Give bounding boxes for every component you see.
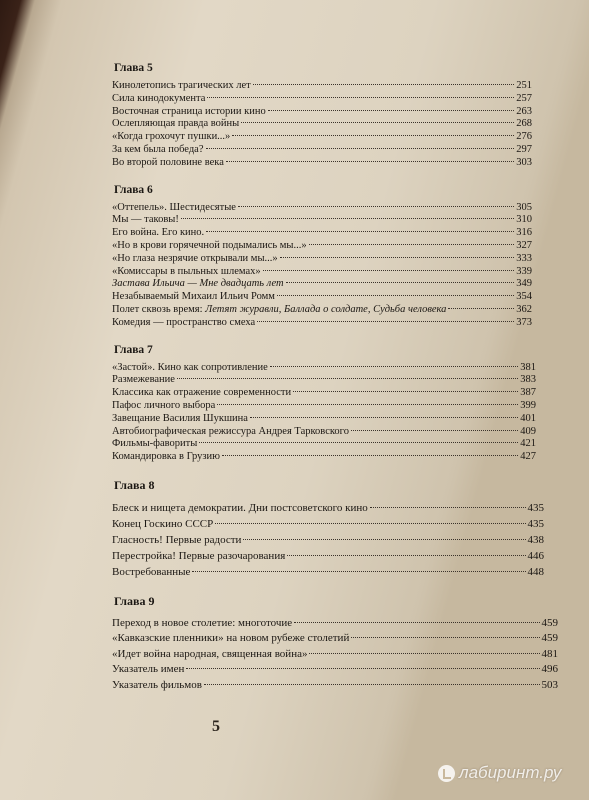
entry-title xyxy=(112,118,239,131)
dot-leader xyxy=(287,555,525,556)
entry-page: 448 xyxy=(527,565,544,578)
entry-page: 276 xyxy=(516,131,532,143)
entry-page: 305 xyxy=(516,201,532,213)
entry-page: 257 xyxy=(516,92,532,104)
entry-page: 446 xyxy=(527,549,544,562)
toc-entry xyxy=(112,253,532,266)
dot-leader xyxy=(370,507,526,508)
toc-entry xyxy=(112,227,532,240)
chapter-title: Глава 8 xyxy=(114,477,155,492)
dot-leader xyxy=(232,135,514,136)
entry-page: 496 xyxy=(541,663,558,676)
entry-title-text: «Но в крови горячечной подымались мы...» xyxy=(112,239,307,251)
watermark xyxy=(438,763,561,783)
dot-leader xyxy=(351,637,539,638)
entry-title xyxy=(112,253,278,266)
entry-page: 438 xyxy=(527,533,544,546)
entry-title xyxy=(112,278,284,291)
entry-title-italic: Летят журавли, Баллада о солдате, Судьба человека xyxy=(205,303,447,315)
entry-title xyxy=(112,202,236,215)
entry-title-text: «Идет война народная, священная война» xyxy=(112,647,308,660)
toc-entry xyxy=(112,362,536,375)
entry-title-text: Автобиографическая режиссура Андрея Тарковского xyxy=(112,425,349,437)
toc-entry xyxy=(112,616,558,632)
dot-leader xyxy=(448,308,514,309)
entry-page: 427 xyxy=(520,451,536,463)
entry-title-text: Во второй половине века xyxy=(112,156,224,168)
dot-leader xyxy=(206,148,515,149)
dot-leader xyxy=(243,539,525,540)
toc-entry xyxy=(112,240,532,253)
entry-page: 381 xyxy=(520,361,536,373)
entry-title-text: Пафос личного выбора xyxy=(112,399,216,411)
entry-page: 503 xyxy=(541,678,558,691)
entry-page: 297 xyxy=(516,143,532,155)
entry-title-text: Указатель имен xyxy=(112,663,185,676)
toc-entry xyxy=(112,413,536,426)
entry-page: 310 xyxy=(516,214,532,226)
chapter-section xyxy=(108,477,544,580)
toc-entry xyxy=(112,106,532,119)
dot-leader xyxy=(204,684,540,685)
chapter-section xyxy=(108,593,558,694)
dot-leader xyxy=(217,404,518,405)
entry-title-text: Перестройка! Первые разочарования xyxy=(112,549,286,562)
entry-title xyxy=(112,304,446,317)
entry-title xyxy=(112,144,204,157)
chapter-section xyxy=(108,184,538,330)
entry-title-text: Ослепляющая правда войны xyxy=(112,118,240,130)
entry-page: 383 xyxy=(520,374,536,386)
entry-title xyxy=(112,131,230,144)
toc-entry xyxy=(112,80,532,93)
toc-entry xyxy=(112,118,532,131)
entry-page: 268 xyxy=(516,118,532,130)
toc-entry xyxy=(112,202,532,215)
entry-page: 333 xyxy=(516,252,532,264)
entry-page: 387 xyxy=(520,387,536,399)
entry-title-text: Сила кинодокумента xyxy=(112,92,206,104)
dot-leader xyxy=(215,523,525,524)
entry-title xyxy=(112,362,268,375)
entry-title-text: Классика как отражение современности xyxy=(112,387,292,399)
dot-leader xyxy=(280,257,515,258)
entry-title-text: Его война. Его кино. xyxy=(112,227,205,239)
entry-title-text: «Оттепель». Шестидесятые xyxy=(112,201,236,213)
entry-page: 399 xyxy=(520,399,536,411)
toc-entry xyxy=(112,516,544,532)
dot-leader xyxy=(263,270,515,271)
dot-leader xyxy=(309,653,539,654)
toc-entry xyxy=(112,678,558,694)
chapter-section xyxy=(108,344,538,464)
entry-title xyxy=(112,438,197,451)
entry-page: 349 xyxy=(516,278,532,290)
page-number: 5 xyxy=(212,718,220,735)
dot-leader xyxy=(241,122,514,123)
entry-title xyxy=(112,80,251,93)
entry-title xyxy=(112,647,307,663)
entry-title-text: «Кавказские пленники» на новом рубеже столетий xyxy=(112,632,350,645)
dot-leader xyxy=(177,378,518,379)
entry-title-text: За кем была победа? xyxy=(112,143,204,155)
dot-leader xyxy=(250,417,518,418)
toc-entry xyxy=(112,278,532,291)
dot-leader xyxy=(181,218,514,219)
dot-leader xyxy=(222,455,518,456)
entry-page: 251 xyxy=(516,80,532,91)
entry-title xyxy=(112,400,215,413)
toc-entry xyxy=(112,266,532,279)
entry-page: 401 xyxy=(520,412,536,424)
entry-title-text: «Когда грохочут пушки...» xyxy=(112,131,231,143)
entry-title xyxy=(112,291,275,304)
toc-entry xyxy=(112,131,532,144)
entry-title xyxy=(112,662,184,678)
entry-title-text: Фильмы-фавориты xyxy=(112,438,198,450)
toc-entry xyxy=(112,662,558,678)
dot-leader xyxy=(192,571,525,572)
toc-entry xyxy=(112,214,532,227)
toc-entry xyxy=(112,438,536,451)
entry-title-text: Незабываемый Михаил Ильич Ромм xyxy=(112,291,275,303)
labirint-logo-icon xyxy=(438,765,455,782)
entry-page: 409 xyxy=(520,425,536,437)
entry-title-text: Восточная страница истории кино xyxy=(112,105,266,117)
dot-leader xyxy=(270,366,518,367)
entry-title xyxy=(112,413,248,426)
entry-title xyxy=(112,631,349,647)
entry-title-text: Завещание Василия Шукшина xyxy=(112,412,248,424)
dot-leader xyxy=(207,97,514,98)
dot-leader xyxy=(268,110,515,111)
chapter-title: Глава 9 xyxy=(114,593,155,608)
dot-leader xyxy=(257,321,514,322)
entry-title-text: Полет сквозь время: xyxy=(112,303,206,315)
chapter-title: Глава 6 xyxy=(114,183,153,196)
dot-leader xyxy=(286,282,515,283)
dot-leader xyxy=(277,295,514,296)
toc-entry xyxy=(112,451,536,464)
entry-title-text: Застава Ильича — Мне двадцать лет xyxy=(112,278,284,290)
chapter-title: Глава 5 xyxy=(114,62,153,74)
entry-title xyxy=(112,240,307,253)
entry-page: 263 xyxy=(516,105,532,117)
entry-title xyxy=(112,214,179,227)
entry-page: 303 xyxy=(516,156,532,168)
entry-page: 362 xyxy=(516,303,532,315)
dot-leader xyxy=(293,391,518,392)
entry-title xyxy=(112,532,241,548)
entry-title-text: Конец Госкино СССР xyxy=(112,517,214,530)
chapter-title: Глава 7 xyxy=(114,343,153,356)
table-of-contents xyxy=(108,62,558,707)
toc-entry xyxy=(112,291,532,304)
dot-leader xyxy=(186,668,539,669)
toc-entry xyxy=(112,157,532,170)
toc-entry xyxy=(112,532,544,548)
toc-entry xyxy=(112,631,558,647)
entry-page: 435 xyxy=(527,501,544,514)
entry-title-text: Указатель фильмов xyxy=(112,678,202,691)
entry-title-text: «Но глаза незрячие открывали мы...» xyxy=(112,252,278,264)
entry-page: 354 xyxy=(516,291,532,303)
toc-entry xyxy=(112,548,544,564)
entry-title-text: Размежевание xyxy=(112,374,175,386)
entry-page: 459 xyxy=(541,616,558,629)
dot-leader xyxy=(199,442,518,443)
entry-page: 481 xyxy=(541,647,558,660)
entry-title xyxy=(112,451,220,464)
entry-title xyxy=(112,426,349,439)
entry-title-text: «Комиссары в пыльных шлемах» xyxy=(112,265,261,277)
entry-title xyxy=(112,564,190,580)
dot-leader xyxy=(351,430,518,431)
entry-title xyxy=(112,266,261,279)
toc-entry xyxy=(112,564,544,580)
watermark-text: лабиринт.ру xyxy=(459,763,562,782)
dot-leader xyxy=(206,231,514,232)
toc-entry xyxy=(112,144,532,157)
dot-leader xyxy=(253,84,514,85)
entry-title xyxy=(112,500,368,516)
entry-page: 316 xyxy=(516,227,532,239)
entry-page: 339 xyxy=(516,265,532,277)
entry-title xyxy=(112,93,205,106)
entry-title xyxy=(112,157,224,170)
entry-title xyxy=(112,227,204,240)
entry-title-text: Кинолетопись трагических лет xyxy=(112,80,251,91)
entry-title-text: Гласность! Первые радости xyxy=(112,533,242,546)
entry-title xyxy=(112,516,213,532)
dot-leader xyxy=(309,244,515,245)
toc-entry xyxy=(112,400,536,413)
toc-entry xyxy=(112,647,558,663)
entry-page: 327 xyxy=(516,239,532,251)
entry-title-text: «Застой». Кино как сопротивление xyxy=(112,361,268,373)
entry-page: 459 xyxy=(541,632,558,645)
toc-entry xyxy=(112,304,532,317)
entry-title-text: Востребованные xyxy=(112,565,191,578)
toc-entry xyxy=(112,426,536,439)
toc-entry xyxy=(112,374,536,387)
toc-entry xyxy=(112,317,532,330)
entry-title xyxy=(112,678,202,694)
entry-title-text: Переход в новое столетие: многоточие xyxy=(112,616,293,629)
entry-title-text: Мы — таковы! xyxy=(112,214,179,226)
entry-title-text: Комедия — пространство смеха xyxy=(112,316,256,328)
entry-title xyxy=(112,317,255,330)
entry-page: 421 xyxy=(520,438,536,450)
entry-page: 435 xyxy=(527,517,544,530)
toc-entry xyxy=(112,500,544,516)
entry-title xyxy=(112,106,266,119)
chapter-section xyxy=(108,62,538,170)
entry-title-text: Блеск и нищета демократии. Дни постсоветского кино xyxy=(112,501,368,514)
toc-entry xyxy=(112,93,532,106)
entry-title xyxy=(112,387,291,400)
entry-title xyxy=(112,616,292,632)
entry-title xyxy=(112,374,175,387)
entry-title-text: Командировка в Грузию xyxy=(112,451,220,463)
entry-title xyxy=(112,548,285,564)
dot-leader xyxy=(294,622,539,623)
dot-leader xyxy=(238,206,514,207)
toc-entry xyxy=(112,387,536,400)
dot-leader xyxy=(226,161,514,162)
entry-page: 373 xyxy=(516,316,532,328)
